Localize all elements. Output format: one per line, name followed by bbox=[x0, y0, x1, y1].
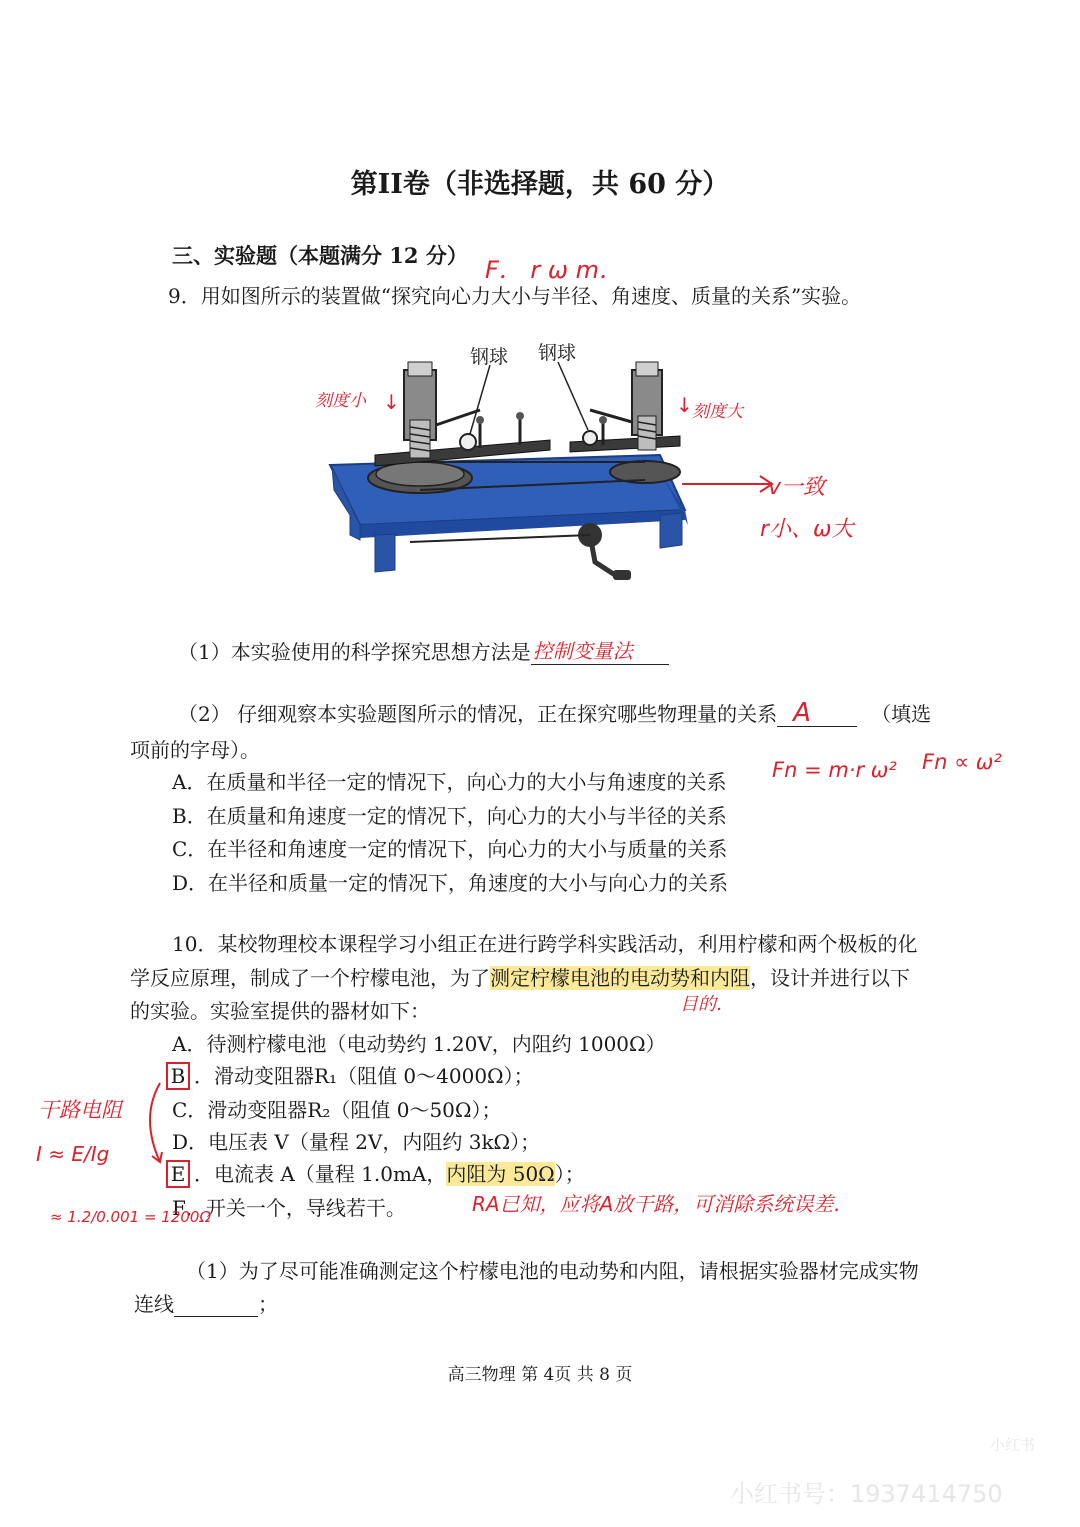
q9-option-a: A．在质量和半径一定的情况下，向心力的大小与角速度的关系 bbox=[172, 770, 727, 794]
note-scale-big: 刻度大 bbox=[692, 402, 743, 422]
note-scale-small: 刻度小 bbox=[315, 391, 366, 411]
note-calc: ≈ 1.2/0.001 = 1200Ω bbox=[50, 1208, 211, 1226]
q9-option-c: C．在半径和角速度一定的情况下，向心力的大小与质量的关系 bbox=[172, 837, 728, 861]
arrow-right-icon bbox=[680, 470, 780, 500]
arrow-down-icon: ↓ bbox=[383, 390, 400, 414]
arrow-down-icon: ↓ bbox=[676, 393, 693, 417]
q9-sub2-cont: 项前的字母）。 bbox=[130, 738, 260, 762]
q10-line2: 学反应原理，制成了一个柠檬电池，为了测定柠檬电池的电动势和内阻，设计并进行以下 bbox=[130, 966, 910, 990]
circled-b: B bbox=[166, 1062, 190, 1090]
q10-line3: 的实验。实验室提供的器材如下： bbox=[130, 999, 430, 1023]
q9-stem: 9．用如图所示的装置做“探究向心力大小与半径、角速度、质量的关系”实验。 bbox=[168, 284, 862, 308]
label-ball-right: 钢球 bbox=[538, 342, 577, 364]
answer-letter: A bbox=[793, 698, 811, 728]
circled-e: E bbox=[166, 1160, 190, 1188]
note-ra-known: RA已知，应将A放干路，可消除系统误差． bbox=[472, 1192, 854, 1216]
page-footer: 高三物理 第 4页 共 8 页 bbox=[447, 1365, 633, 1385]
note-purpose: 目的． bbox=[680, 994, 734, 1015]
section-title: 第II卷（非选择题，共 60 分） bbox=[350, 169, 730, 200]
label-ball-left: 钢球 bbox=[470, 346, 509, 368]
watermark-logo: 小红书 bbox=[990, 1436, 1036, 1454]
q10-option-b: B ．滑动变阻器R₁（阻值 0～4000Ω）； bbox=[166, 1060, 534, 1090]
q10-option-e: E ．电流表 A（量程 1.0mA，内阻为 50Ω）； bbox=[166, 1158, 585, 1188]
q10-sub1: （1）为了尽可能准确测定这个柠檬电池的电动势和内阻，请根据实验器材完成实物 bbox=[186, 1259, 919, 1283]
q9-option-b: B．在质量和角速度一定的情况下，向心力的大小与半径的关系 bbox=[172, 804, 727, 828]
handwritten-vars: F． r ω m． bbox=[485, 256, 624, 284]
q10-option-c: C．滑动变阻器R₂（阻值 0～50Ω）； bbox=[172, 1098, 502, 1122]
highlight-purpose: 测定柠檬电池的电动势和内阻 bbox=[490, 966, 750, 990]
highlight-ra: 内阻为 50Ω bbox=[446, 1162, 555, 1186]
centripetal-force-apparatus-illustration bbox=[320, 330, 740, 605]
note-i-approx: I ≈ E/Ig bbox=[36, 1142, 110, 1166]
q10-sub1-cont: 连线 ； bbox=[134, 1292, 278, 1316]
q9-sub2: （2） 仔细观察本实验题图所示的情况，正在探究哪些物理量的关系 A （填选 bbox=[178, 698, 932, 728]
part-title: 三、实验题（本题满分 12 分） bbox=[172, 243, 468, 268]
q10-option-a: A．待测柠檬电池（电动势约 1.20V，内阻约 1000Ω） bbox=[172, 1032, 666, 1056]
q10-line1: 10．某校物理校本课程学习小组正在进行跨学科实践活动，利用柠檬和两个极板的化 bbox=[172, 932, 918, 956]
q10-option-d: D．电压表 V（量程 2V，内阻约 3kΩ）； bbox=[172, 1130, 541, 1154]
watermark-id: 小红书号：1937414750 bbox=[730, 1480, 1003, 1508]
q10-option-f: F．开关一个，导线若干。 bbox=[172, 1196, 406, 1220]
note-r-small-w-big: r小、ω大 bbox=[760, 517, 854, 542]
note-formula-1: Fn = m·r ω² bbox=[772, 758, 897, 782]
note-main-circuit: 干路电阻 bbox=[38, 1098, 122, 1122]
apparatus-figure bbox=[320, 330, 740, 605]
note-formula-2: Fn ∝ ω² bbox=[922, 750, 1002, 774]
q9-option-d: D．在半径和质量一定的情况下，角速度的大小与向心力的关系 bbox=[172, 871, 729, 895]
curved-arrow-icon bbox=[138, 1078, 168, 1168]
note-v-same: v一致 bbox=[768, 475, 826, 500]
answer-method: 控制变量法 bbox=[532, 639, 633, 663]
q9-sub1: （1）本实验使用的科学探究思想方法是 控制变量法 bbox=[178, 636, 669, 665]
